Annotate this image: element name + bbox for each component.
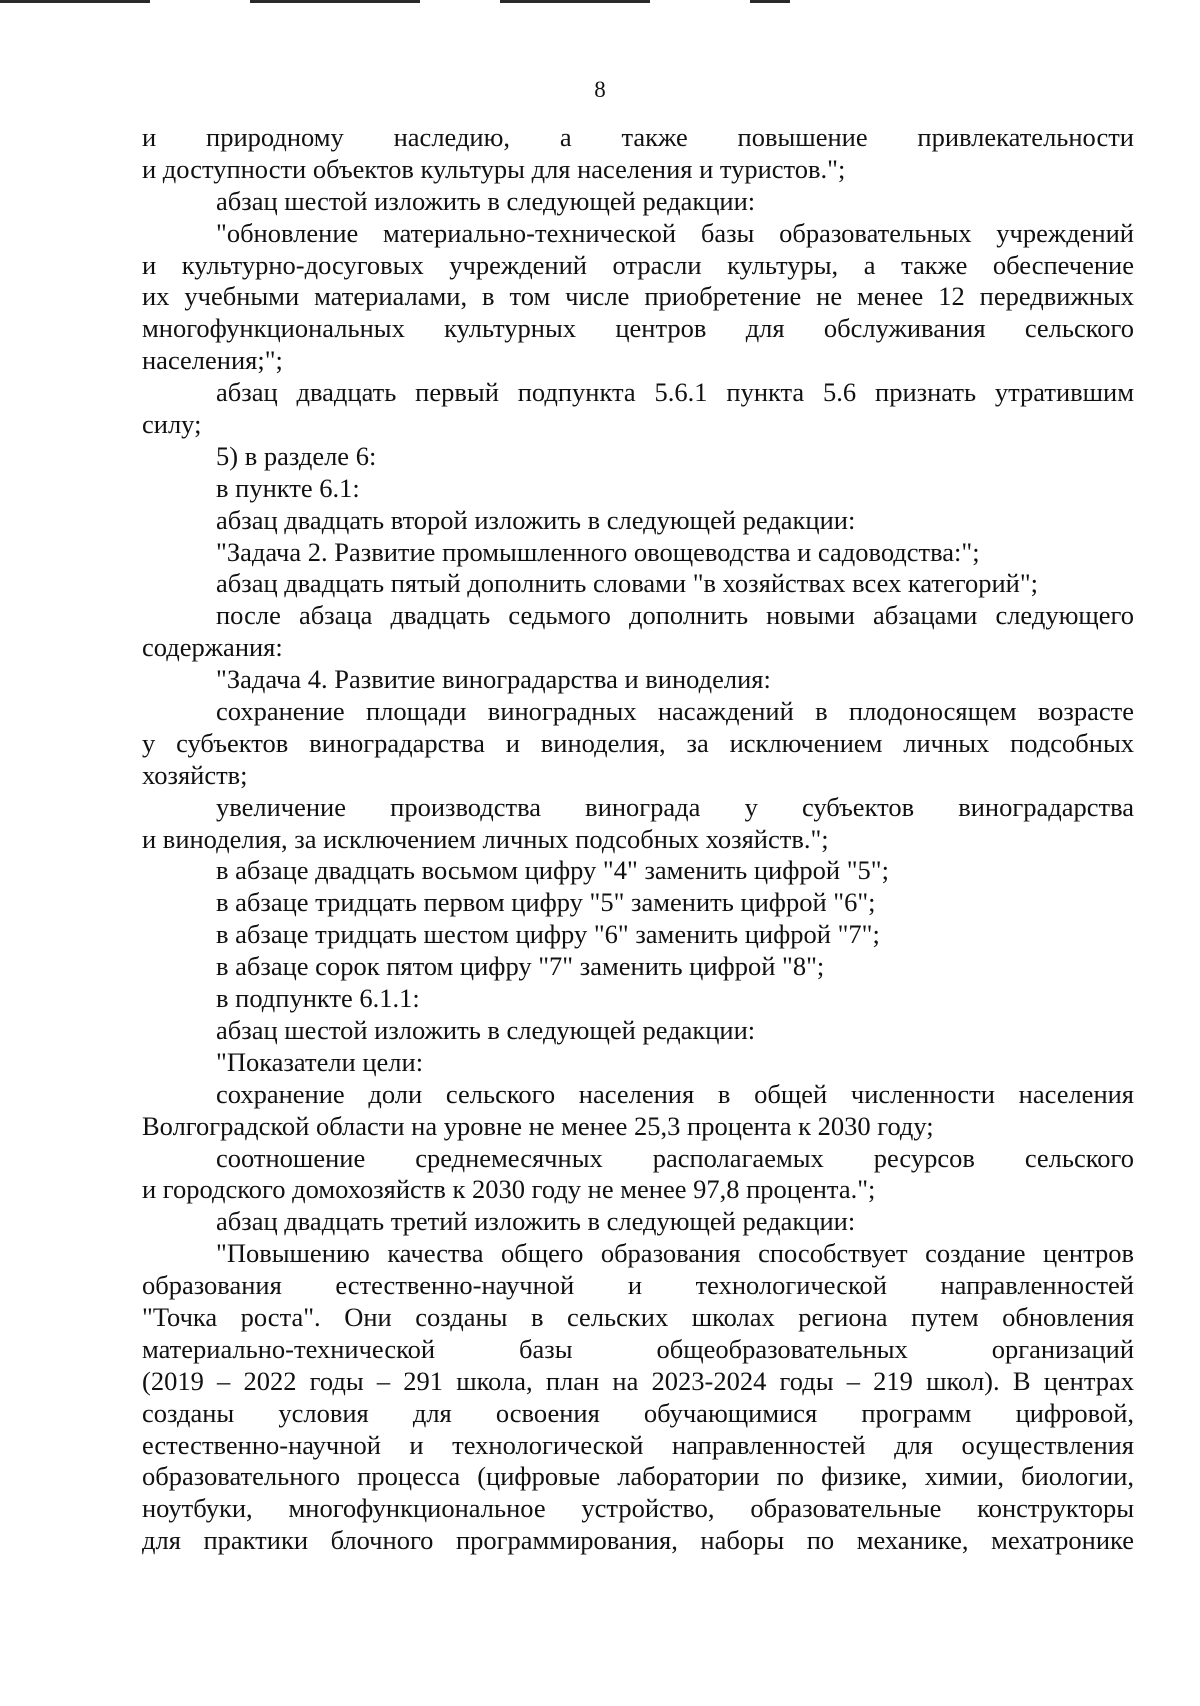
document-body bbox=[142, 122, 1134, 1557]
text-line: абзац шестой изложить в следующей редакции: bbox=[216, 185, 756, 216]
text-line: "Точка роста". Они созданы в сельских школах региона путем обновления bbox=[142, 1301, 1134, 1332]
text-line: естественно-научной и технологической направленностей для осуществления bbox=[142, 1429, 1134, 1460]
text-line: абзац двадцать пятый дополнить словами "в хозяйствах всех категорий"; bbox=[216, 568, 1039, 599]
text-line: "обновление материально-технической базы образовательных учреждений bbox=[216, 217, 1134, 248]
text-line: 5) в разделе 6: bbox=[216, 440, 377, 471]
text-line: "Показатели цели: bbox=[216, 1046, 424, 1077]
text-line: материально-технической базы общеобразовательных организаций bbox=[142, 1333, 1134, 1364]
text-line: в подпункте 6.1.1: bbox=[216, 983, 420, 1014]
text-line: "Повышению качества общего образования способствует создание центров bbox=[216, 1238, 1134, 1269]
text-line: созданы условия для освоения обучающимися программ цифровой, bbox=[142, 1397, 1134, 1428]
text-line: после абзаца двадцать седьмого дополнить новыми абзацами следующего bbox=[216, 600, 1134, 631]
text-line: абзац шестой изложить в следующей редакции: bbox=[216, 1014, 756, 1045]
text-line: населения;"; bbox=[142, 345, 283, 376]
text-line: образовательного процесса (цифровые лаборатории по физике, химии, биологии, bbox=[142, 1461, 1134, 1492]
text-line: силу; bbox=[142, 409, 202, 440]
text-line: абзац двадцать второй изложить в следующей редакции: bbox=[216, 504, 856, 535]
text-line: (2019 – 2022 годы – 291 школа, план на 2023-2024 годы – 219 школ). В центрах bbox=[142, 1365, 1134, 1396]
text-line: их учебными материалами, в том числе приобретение не менее 12 передвижных bbox=[142, 281, 1134, 312]
text-line: абзац двадцать первый подпункта 5.6.1 пункта 5.6 признать утратившим bbox=[216, 377, 1134, 408]
text-line: содержания: bbox=[142, 632, 283, 663]
text-line: увеличение производства винограда у субъектов виноградарства bbox=[216, 791, 1134, 822]
text-line: в абзаце тридцать шестом цифру "6" заменить цифрой "7"; bbox=[216, 919, 880, 950]
text-line: ноутбуки, многофункциональное устройство, образовательные конструкторы bbox=[142, 1493, 1134, 1524]
text-line: для практики блочного программирования, наборы по механике, мехатронике bbox=[142, 1525, 1134, 1556]
text-line: многофункциональных культурных центров для обслуживания сельского bbox=[142, 313, 1134, 344]
text-line: в абзаце тридцать первом цифру "5" заменить цифрой "6"; bbox=[216, 887, 876, 918]
text-line: абзац двадцать третий изложить в следующей редакции: bbox=[216, 1206, 856, 1237]
page-number: 8 bbox=[594, 77, 606, 102]
text-line: и культурно-досуговых учреждений отрасли культуры, а также обеспечение bbox=[142, 249, 1134, 280]
text-line: "Задача 2. Развитие промышленного овощеводства и садоводства:"; bbox=[216, 536, 980, 567]
text-line: и природному наследию, а также повышение привлекательности bbox=[142, 122, 1134, 152]
text-line: в абзаце сорок пятом цифру "7" заменить цифрой "8"; bbox=[216, 951, 825, 982]
text-line: сохранение доли сельского населения в общей численности населения bbox=[216, 1078, 1134, 1109]
text-line: у субъектов виноградарства и виноделия, за исключением личных подсобных bbox=[142, 727, 1134, 758]
text-line: и доступности объектов культуры для населения и туристов."; bbox=[142, 153, 846, 184]
text-line: и виноделия, за исключением личных подсобных хозяйств."; bbox=[142, 823, 829, 854]
text-line: сохранение площади виноградных насаждений в плодоносящем возрасте bbox=[216, 696, 1134, 727]
text-line: в пункте 6.1: bbox=[216, 472, 360, 503]
text-line: Волгоградской области на уровне не менее 25,3 процента к 2030 году; bbox=[142, 1110, 934, 1141]
text-line: "Задача 4. Развитие виноградарства и виноделия: bbox=[216, 664, 771, 695]
text-line: и городского домохозяйств к 2030 году не менее 97,8 процента."; bbox=[142, 1174, 876, 1205]
scan-edge-marks bbox=[0, 0, 1200, 4]
text-line: образования естественно-научной и технологической направленностей bbox=[142, 1270, 1134, 1301]
text-line: хозяйств; bbox=[142, 759, 248, 790]
text-line: в абзаце двадцать восьмом цифру "4" заменить цифрой "5"; bbox=[216, 855, 889, 886]
text-line: соотношение среднемесячных располагаемых ресурсов сельского bbox=[216, 1142, 1134, 1173]
